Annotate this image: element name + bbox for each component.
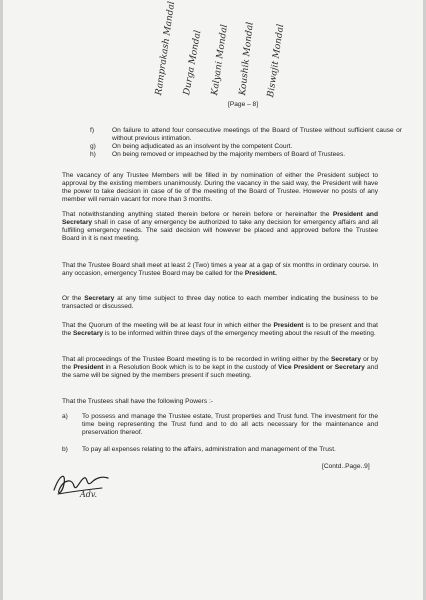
bold-run: President.: [244, 270, 277, 278]
paragraph-emergency: [62, 211, 378, 243]
signature-3: Kalyani Mondal: [210, 23, 230, 96]
text-run: That the Trustee Board shall meet at least 2 (Two) times a year at a gap of six months in ordinary course. In any occasion, emergency Trustee Board may be called for the: [62, 262, 378, 278]
paragraph-powers: That the Trustees shall have the following Powers :-: [62, 398, 213, 405]
list-marker: b): [62, 446, 68, 453]
text-run: That all proceedings of the Trustee Board meeting is to be recorded in writing either by the: [62, 356, 331, 363]
bold-run: President: [273, 322, 304, 329]
signature-5: Biswajit Mondal: [266, 23, 287, 99]
bold-run: Secretary: [330, 356, 362, 363]
text-run: at any time subject to three day notice to each member indicating the business to be transacted or discussed.: [62, 295, 378, 311]
bold-run: President: [73, 364, 104, 372]
list-text: On failure to attend four consecutive meetings of the Board of Trustee without sufficient cause or without previous intimation.: [112, 127, 402, 143]
continued-marker: [Contd..Page..9]: [322, 463, 370, 470]
list-marker: g): [90, 143, 96, 150]
signature-4: Koushik Mondal: [238, 21, 256, 96]
list-text: On being removed or impeached by the majority members of Board of Trustees.: [112, 151, 346, 158]
bold-run: President and Secretary: [62, 211, 378, 227]
list-marker: a): [62, 413, 68, 420]
list-text: On being adjudicated as an insolvent by the competent Court.: [112, 143, 293, 150]
list-text: To possess and manage the Trustee estate, Trust properties and Trust fund. The investment for the time being representing the Trust fund and to do all acts necessary for the maintenance and preservation thereof.: [82, 413, 378, 437]
text-run: is to be present and that the: [62, 322, 378, 338]
text-run: is to be informed within three days of the emergency meeting about the result of the meeting.: [103, 330, 376, 338]
text-run: shall in case of any emergency be authorized to take any decision for emergency affairs and all fulfilling emergency needs. The said decision will however be placed and approved before the Trustee Board in it is next meeting.: [62, 219, 378, 243]
text-run: Or the: [62, 295, 85, 302]
paragraph-notice: [62, 295, 378, 311]
text-run: or by the: [62, 356, 378, 372]
paragraph-meeting: [62, 262, 378, 278]
text-run: and the same will be signed by the members present if such meeting.: [62, 364, 378, 380]
bold-run: Secretary: [84, 295, 115, 302]
text-run: That notwithstanding anything stated therein before or herein before or hereinafter the: [62, 211, 333, 218]
list-marker: f): [90, 127, 95, 134]
bold-run: Vice President or Secretary: [278, 364, 365, 372]
paragraph-vacancy: The vacancy of any Trustee Members will be filled in by nomination of either the President subject to approval by the existing members unanimously. During the vacancy in the said way, the President will have the power to take decision in case of tie of the meeting of the Board of Trustee. However no posts of any member will remain vacant for more than 3 months.: [62, 172, 378, 204]
left-page-edge: [0, 0, 3, 600]
text-run: in a Resolution Book which is to be kept in the custody of: [103, 364, 279, 372]
list-marker: h): [90, 151, 96, 158]
bold-run: Secretary: [73, 330, 104, 338]
list-item-h: [90, 151, 390, 169]
advocate-label: Adv.: [80, 490, 98, 499]
signature-2: Durga Mondal: [182, 29, 204, 97]
text-run: That the Quorum of the meeting will be at least four in which either the: [62, 322, 274, 329]
paragraph-record: [62, 356, 378, 380]
signature-1: Ramprakash Mandal: [154, 0, 178, 97]
trustee-signatures: [150, 0, 290, 99]
list-item-a: [62, 413, 378, 439]
paragraph-quorum: [62, 322, 378, 338]
list-item-b: [62, 446, 378, 464]
list-text: To pay all expenses relating to the affairs, administration and management of the Trust.: [82, 446, 336, 453]
page-number: [Page – 8]: [228, 101, 259, 108]
